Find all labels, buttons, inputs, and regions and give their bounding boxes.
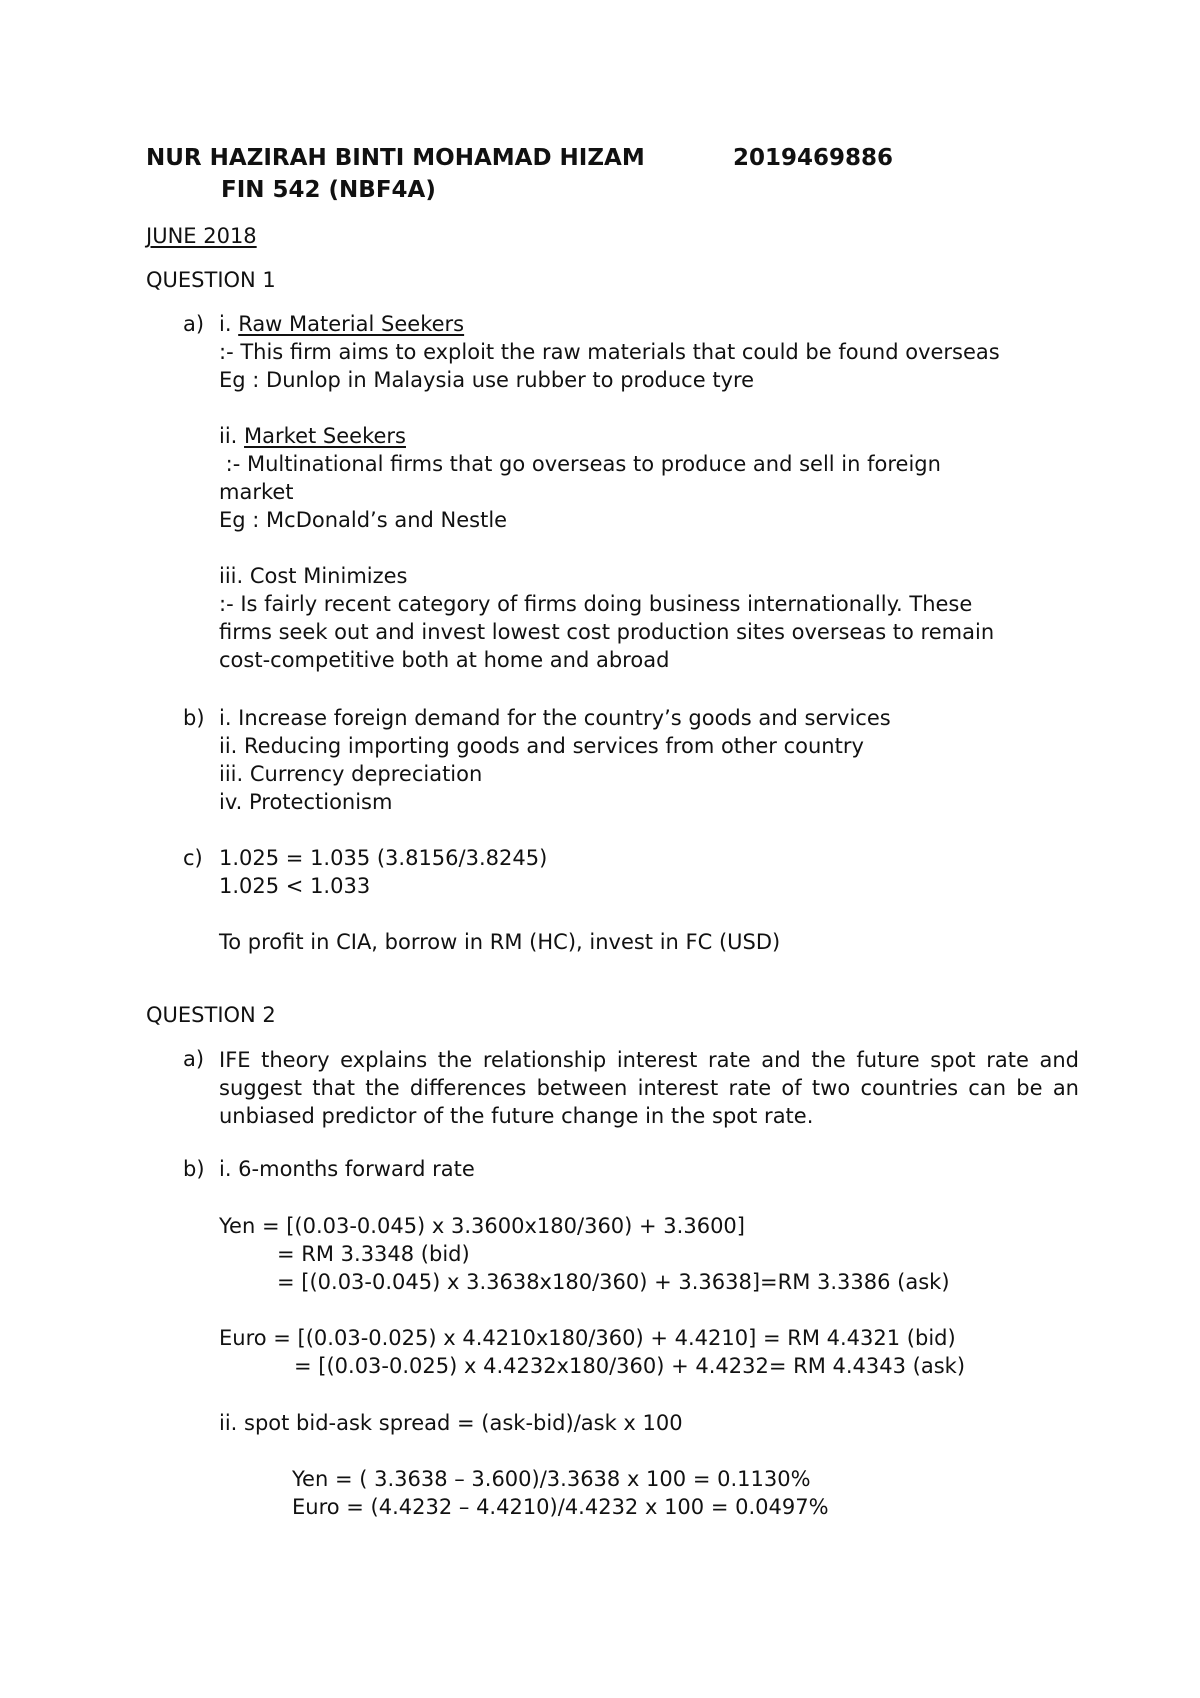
q2-b-euro-line-1: Euro = [(0.03-0.025) x 4.4210x180/360) + 4.4210] = RM 4.4321 (bid) (219, 1326, 956, 1350)
q1-a-iii-title: iii. Cost Minimizes (219, 564, 408, 588)
student-name: NUR HAZIRAH BINTI MOHAMAD HIZAM (146, 145, 645, 171)
student-id: 2019469886 (733, 145, 894, 171)
q1-a-ii-desc-1: :- Multinational firms that go overseas to produce and sell in foreign (219, 452, 941, 476)
q2-b-yen-line-1: Yen = [(0.03-0.045) x 3.3600x180/360) + 3.3600] (219, 1214, 745, 1238)
q1-a-ii-prefix: ii. (219, 424, 245, 448)
q2-b-marker: b) (183, 1157, 205, 1181)
q1-a-i-desc: :- This firm aims to exploit the raw materials that could be found overseas (219, 340, 1000, 364)
q2-b-euro-line-2: = [(0.03-0.025) x 4.4232x180/360) + 4.4232= RM 4.4343 (ask) (294, 1354, 966, 1378)
exam-session: JUNE 2018 (146, 224, 257, 248)
q1-a-i-title: Raw Material Seekers (238, 312, 465, 336)
question-1-title: QUESTION 1 (146, 268, 276, 292)
q1-b-item-2: ii. Reducing importing goods and services from other country (219, 734, 864, 758)
q1-a-ii-desc-2: market (219, 480, 294, 504)
q1-c-line-1: 1.025 = 1.035 (3.8156/3.8245) (219, 846, 548, 870)
q1-a-iii-desc-2: firms seek out and invest lowest cost production sites overseas to remain (219, 620, 995, 644)
q2-b-yen-line-3: = [(0.03-0.045) x 3.3638x180/360) + 3.3638]=RM 3.3386 (ask) (277, 1270, 950, 1294)
q1-b-marker: b) (183, 706, 205, 730)
q1-b-item-1: i. Increase foreign demand for the country’s goods and services (219, 706, 891, 730)
q1-a-ii-heading (219, 423, 406, 449)
q2-b-euro-spread: Euro = (4.4232 – 4.4210)/4.4232 x 100 = 0.0497% (292, 1495, 829, 1519)
q1-a-iii-desc-1: :- Is fairly recent category of firms doing business internationally. These (219, 592, 973, 616)
q2-a-text: IFE theory explains the relationship interest rate and the future spot rate and suggest that the differences between interest rate of two countries can be an unbiased predictor of the future change in the spot rate. (219, 1048, 1079, 1128)
q2-b-ii-title: ii. spot bid-ask spread = (ask-bid)/ask x 100 (219, 1411, 683, 1435)
course-code: FIN 542 (NBF4A) (221, 177, 436, 203)
q1-c-marker: c) (183, 846, 203, 870)
q1-a-ii-title: Market Seekers (244, 424, 406, 448)
q1-b-item-4: iv. Protectionism (219, 790, 393, 814)
q1-a-i-prefix: i. (219, 312, 239, 336)
q1-c-line-3: To profit in CIA, borrow in RM (HC), invest in FC (USD) (219, 930, 781, 954)
q1-a-iii-desc-3: cost-competitive both at home and abroad (219, 648, 670, 672)
q2-b-yen-spread: Yen = ( 3.3638 – 3.600)/3.3638 x 100 = 0.1130% (292, 1467, 811, 1491)
q2-a-marker: a) (183, 1047, 205, 1071)
q2-b-i-title: i. 6-months forward rate (219, 1157, 475, 1181)
q1-a-i-eg: Eg : Dunlop in Malaysia use rubber to produce tyre (219, 368, 755, 392)
q2-b-yen-line-2: = RM 3.3348 (bid) (277, 1242, 470, 1266)
question-2-title: QUESTION 2 (146, 1003, 276, 1027)
q1-a-i-heading (219, 311, 464, 337)
q1-b-item-3: iii. Currency depreciation (219, 762, 483, 786)
q1-a-ii-eg: Eg : McDonald’s and Nestle (219, 508, 508, 532)
q1-c-line-2: 1.025 < 1.033 (219, 874, 371, 898)
q1-a-marker: a) (183, 312, 205, 336)
